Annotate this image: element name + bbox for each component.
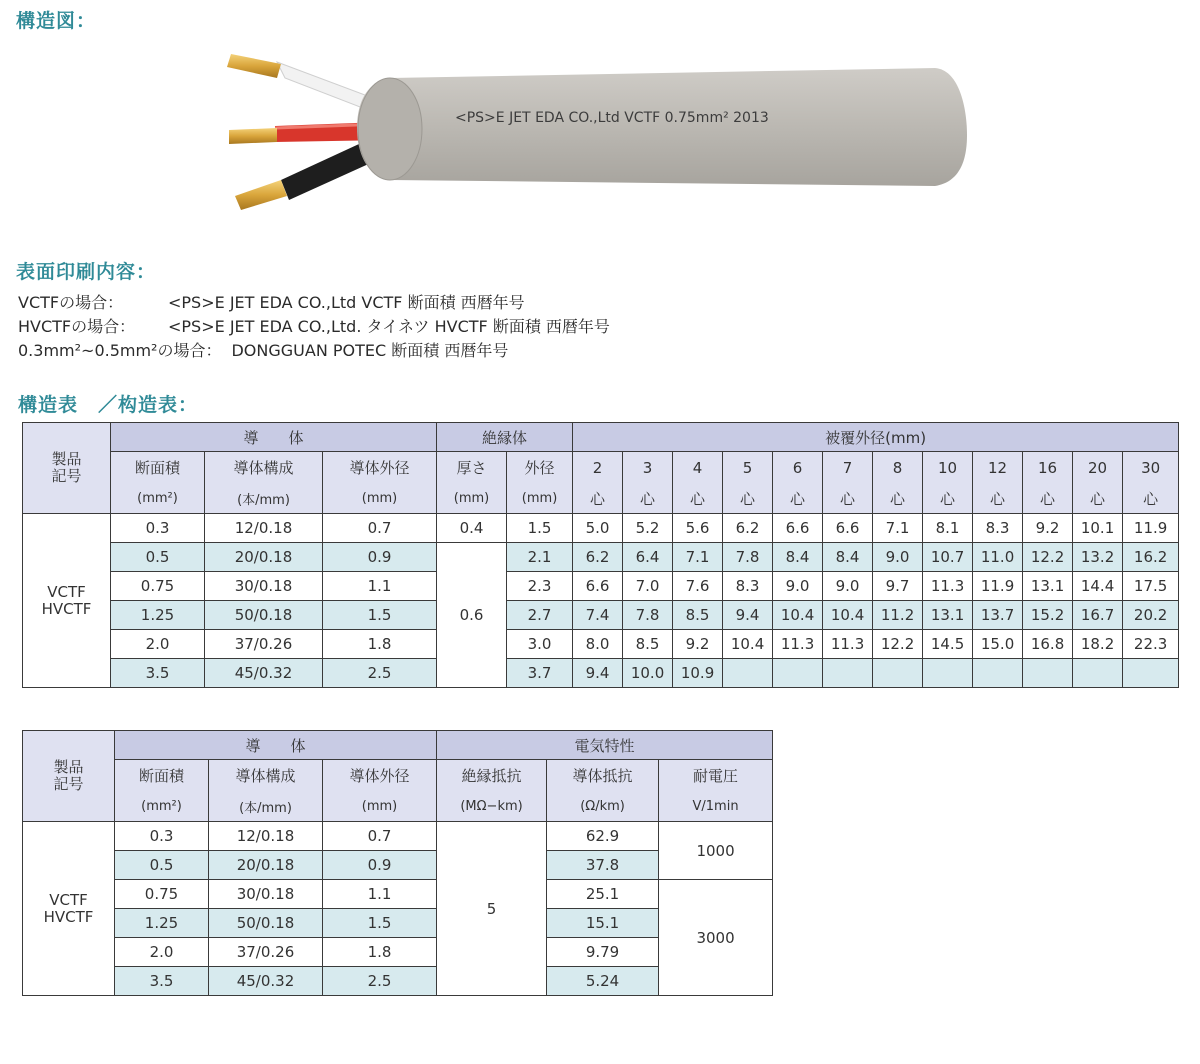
- insulation-od: 2.1: [507, 543, 573, 572]
- insulation-od: 3.7: [507, 659, 573, 688]
- sheath-od-value: 11.2: [873, 601, 923, 630]
- core-count-header: 3: [623, 452, 673, 484]
- conductor-composition: 30/0.18: [209, 880, 323, 909]
- column-unit: (本/mm): [209, 791, 323, 822]
- sheath-od-value: 8.0: [573, 630, 623, 659]
- conductor-composition: 45/0.32: [209, 967, 323, 996]
- sheath-od-value: 15.2: [1023, 601, 1073, 630]
- conductor-od: 1.1: [323, 880, 437, 909]
- sheath-od-value: 17.5: [1123, 572, 1179, 601]
- column-unit: (MΩ−km): [437, 791, 547, 822]
- sheath-od-value: 13.1: [1023, 572, 1073, 601]
- sheath-od-value: 9.4: [723, 601, 773, 630]
- sheath-od-value: 9.4: [573, 659, 623, 688]
- table-row: [23, 880, 773, 909]
- sheath-od-value: 5.0: [573, 514, 623, 543]
- column-header: 断面積: [115, 760, 209, 792]
- insulation-thickness: 0.6: [437, 543, 507, 688]
- conductor-composition: 50/0.18: [209, 909, 323, 938]
- print-line-hvctf: [18, 314, 610, 337]
- sheath-od-value: [1073, 659, 1123, 688]
- structure-diagram-heading: 構造図：: [16, 10, 97, 32]
- column-header: 導体抵抗: [547, 760, 659, 792]
- cable-marking: <PS>E JET EDA CO.,Ltd VCTF 0.75mm² 2013: [455, 110, 769, 126]
- cross-section: 0.3: [111, 514, 205, 543]
- sheath-od-value: [973, 659, 1023, 688]
- conductor-composition: 20/0.18: [205, 543, 323, 572]
- sheath-od-value: 5.6: [673, 514, 723, 543]
- sheath-od-value: 10.1: [1073, 514, 1123, 543]
- sheath-od-value: 6.6: [823, 514, 873, 543]
- insulation-group-header: 絶縁体: [437, 423, 573, 452]
- sheath-od-value: 14.5: [923, 630, 973, 659]
- cross-section: 0.5: [115, 851, 209, 880]
- sheath-od-value: 12.2: [873, 630, 923, 659]
- column-unit: (mm): [323, 483, 437, 514]
- conductor-resistance: 15.1: [547, 909, 659, 938]
- cable-sheath: [357, 68, 967, 186]
- conductor-od: 0.9: [323, 543, 437, 572]
- core-count-header: 12: [973, 452, 1023, 484]
- sheath-od-value: 11.9: [1123, 514, 1179, 543]
- withstand-voltage: 1000: [659, 822, 773, 880]
- withstand-voltage: 3000: [659, 880, 773, 996]
- red-core-conductor: [229, 128, 277, 144]
- conductor-resistance: 9.79: [547, 938, 659, 967]
- core-unit: 心: [1123, 483, 1179, 514]
- sheath-od-value: [823, 659, 873, 688]
- sheath-od-value: 13.7: [973, 601, 1023, 630]
- conductor-composition: 12/0.18: [209, 822, 323, 851]
- core-unit: 心: [723, 483, 773, 514]
- conductor-od: 2.5: [323, 967, 437, 996]
- table-row: [23, 601, 1179, 630]
- sheath-od-value: 8.3: [723, 572, 773, 601]
- conductor-od: 1.8: [323, 630, 437, 659]
- core-unit: 心: [973, 483, 1023, 514]
- core-count-header: 2: [573, 452, 623, 484]
- sheath-od-value: 13.2: [1073, 543, 1123, 572]
- core-count-header: 20: [1073, 452, 1123, 484]
- cross-section: 3.5: [115, 967, 209, 996]
- insulation-resistance: 5: [437, 822, 547, 996]
- sheath-od-value: 13.1: [923, 601, 973, 630]
- conductor-composition: 30/0.18: [205, 572, 323, 601]
- structure-table: [22, 422, 1179, 688]
- core-count-header: 16: [1023, 452, 1073, 484]
- column-header: 断面積: [111, 452, 205, 484]
- sheath-od-value: 9.2: [1023, 514, 1073, 543]
- column-header: 導体外径: [323, 760, 437, 792]
- conductor-od: 1.5: [323, 601, 437, 630]
- conductor-composition: 20/0.18: [209, 851, 323, 880]
- core-unit: 心: [873, 483, 923, 514]
- table-row: [23, 822, 773, 851]
- sheath-od-value: 11.3: [823, 630, 873, 659]
- sheath-od-value: [1023, 659, 1073, 688]
- column-unit: (mm): [437, 483, 507, 514]
- column-unit: V/1min: [659, 791, 773, 822]
- sheath-od-value: 16.7: [1073, 601, 1123, 630]
- sheath-od-value: 7.6: [673, 572, 723, 601]
- core-count-header: 5: [723, 452, 773, 484]
- sheath-od-group-header: 被覆外径(mm): [573, 423, 1179, 452]
- conductor-od: 1.5: [323, 909, 437, 938]
- cross-section: 3.5: [111, 659, 205, 688]
- conductor-resistance: 37.8: [547, 851, 659, 880]
- structure-table-heading: 構造表 ／构造表：: [18, 394, 199, 416]
- core-unit: 心: [923, 483, 973, 514]
- cross-section: 1.25: [111, 601, 205, 630]
- cross-section: 0.5: [111, 543, 205, 572]
- core-count-header: 7: [823, 452, 873, 484]
- sheath-od-value: 7.4: [573, 601, 623, 630]
- column-header: 外径: [507, 452, 573, 484]
- conductor-composition: 37/0.26: [205, 630, 323, 659]
- sheath-od-value: 9.7: [873, 572, 923, 601]
- core-unit: 心: [773, 483, 823, 514]
- sheath-od-value: 9.2: [673, 630, 723, 659]
- sheath-od-value: 10.4: [773, 601, 823, 630]
- sheath-od-value: 7.1: [873, 514, 923, 543]
- print-line-vctf: [18, 290, 525, 313]
- print-line-label: 0.3mm²~0.5mm²の場合：: [18, 341, 222, 360]
- insulation-thickness: 0.4: [437, 514, 507, 543]
- cross-section: 0.75: [111, 572, 205, 601]
- sheath-od-value: 7.1: [673, 543, 723, 572]
- conductor-od: 0.7: [323, 514, 437, 543]
- sheath-od-value: 8.3: [973, 514, 1023, 543]
- print-line-small: [18, 338, 508, 361]
- column-header: 導体外径: [323, 452, 437, 484]
- sheath-od-value: 6.4: [623, 543, 673, 572]
- sheath-od-value: 6.2: [573, 543, 623, 572]
- sheath-od-value: 16.8: [1023, 630, 1073, 659]
- sheath-od-value: 16.2: [1123, 543, 1179, 572]
- conductor-resistance: 25.1: [547, 880, 659, 909]
- core-unit: 心: [1023, 483, 1073, 514]
- table-row: [23, 572, 1179, 601]
- cross-section: 0.75: [115, 880, 209, 909]
- conductor-composition: 45/0.32: [205, 659, 323, 688]
- cross-section: 0.3: [115, 822, 209, 851]
- insulation-od: 1.5: [507, 514, 573, 543]
- sheath-od-value: 20.2: [1123, 601, 1179, 630]
- print-line-text: <PS>E JET EDA CO.,Ltd. タイネツ HVCTF 断面積 西暦年号: [168, 317, 610, 336]
- print-line-text: DONGGUAN POTEC 断面積 西暦年号: [231, 341, 509, 360]
- sheath-od-value: 10.4: [723, 630, 773, 659]
- insulation-od: 2.3: [507, 572, 573, 601]
- sheath-od-value: [723, 659, 773, 688]
- sheath-od-value: 8.5: [673, 601, 723, 630]
- sheath-od-value: 22.3: [1123, 630, 1179, 659]
- sheath-od-value: 10.9: [673, 659, 723, 688]
- conductor-od: 0.9: [323, 851, 437, 880]
- column-unit: (mm): [507, 483, 573, 514]
- sheath-od-value: [873, 659, 923, 688]
- core-count-header: 4: [673, 452, 723, 484]
- sheath-od-value: 9.0: [823, 572, 873, 601]
- table-row: [23, 543, 1179, 572]
- column-header: 耐電圧: [659, 760, 773, 792]
- black-core-conductor: [235, 180, 287, 210]
- sheath-od-value: 8.4: [823, 543, 873, 572]
- column-unit: (本/mm): [205, 483, 323, 514]
- sheath-od-value: 11.3: [923, 572, 973, 601]
- surface-print-heading: 表面印刷内容：: [16, 261, 157, 283]
- sheath-od-value: 6.2: [723, 514, 773, 543]
- sheath-od-value: 10.7: [923, 543, 973, 572]
- sheath-od-value: 11.0: [973, 543, 1023, 572]
- sheath-od-value: [923, 659, 973, 688]
- sheath-od-value: 7.0: [623, 572, 673, 601]
- column-unit: (Ω/km): [547, 791, 659, 822]
- print-line-label: VCTFの場合：: [18, 293, 124, 312]
- print-line-label: HVCTFの場合：: [18, 317, 136, 336]
- sheath-od-value: [1123, 659, 1179, 688]
- sheath-od-value: 11.3: [773, 630, 823, 659]
- product-code-header: 製品 記号: [23, 731, 115, 822]
- sheath-od-value: 9.0: [873, 543, 923, 572]
- column-unit: (mm²): [111, 483, 205, 514]
- sheath-od-value: 10.4: [823, 601, 873, 630]
- conductor-od: 0.7: [323, 822, 437, 851]
- sheath-od-value: 11.9: [973, 572, 1023, 601]
- sheath-od-value: [773, 659, 823, 688]
- product-code-header: 製品 記号: [23, 423, 111, 514]
- sheath-od-value: 5.2: [623, 514, 673, 543]
- conductor-composition: 50/0.18: [205, 601, 323, 630]
- core-count-header: 10: [923, 452, 973, 484]
- sheath-od-value: 12.2: [1023, 543, 1073, 572]
- sheath-od-value: 8.4: [773, 543, 823, 572]
- sheath-od-value: 15.0: [973, 630, 1023, 659]
- insulation-od: 2.7: [507, 601, 573, 630]
- conductor-group-header: 導 体: [115, 731, 437, 760]
- sheath-od-value: 18.2: [1073, 630, 1123, 659]
- conductor-od: 2.5: [323, 659, 437, 688]
- cross-section: 2.0: [111, 630, 205, 659]
- column-header: 厚さ: [437, 452, 507, 484]
- sheath-od-value: 6.6: [773, 514, 823, 543]
- conductor-od: 1.1: [323, 572, 437, 601]
- sheath-od-value: 6.6: [573, 572, 623, 601]
- cable-illustration: [215, 40, 975, 220]
- conductor-composition: 12/0.18: [205, 514, 323, 543]
- sheath-od-value: 7.8: [623, 601, 673, 630]
- core-unit: 心: [573, 483, 623, 514]
- sheath-od-value: 8.5: [623, 630, 673, 659]
- cross-section: 1.25: [115, 909, 209, 938]
- column-header: 導体構成: [209, 760, 323, 792]
- product-code: VCTF HVCTF: [23, 514, 111, 688]
- column-unit: (mm²): [115, 791, 209, 822]
- product-code: VCTF HVCTF: [23, 822, 115, 996]
- conductor-resistance: 62.9: [547, 822, 659, 851]
- core-count-header: 30: [1123, 452, 1179, 484]
- electrical-group-header: 電気特性: [437, 731, 773, 760]
- sheath-od-value: 7.8: [723, 543, 773, 572]
- sheath-od-value: 14.4: [1073, 572, 1123, 601]
- sheath-od-value: 10.0: [623, 659, 673, 688]
- sheath-od-value: 9.0: [773, 572, 823, 601]
- conductor-composition: 37/0.26: [209, 938, 323, 967]
- core-count-header: 8: [873, 452, 923, 484]
- table-row: [23, 630, 1179, 659]
- column-header: 絶縁抵抗: [437, 760, 547, 792]
- table-row: [23, 514, 1179, 543]
- insulation-od: 3.0: [507, 630, 573, 659]
- core-unit: 心: [823, 483, 873, 514]
- column-header: 導体構成: [205, 452, 323, 484]
- sheath-od-value: 8.1: [923, 514, 973, 543]
- core-unit: 心: [623, 483, 673, 514]
- conductor-od: 1.8: [323, 938, 437, 967]
- core-count-header: 6: [773, 452, 823, 484]
- conductor-resistance: 5.24: [547, 967, 659, 996]
- core-unit: 心: [1073, 483, 1123, 514]
- core-unit: 心: [673, 483, 723, 514]
- conductor-group-header: 導 体: [111, 423, 437, 452]
- column-unit: (mm): [323, 791, 437, 822]
- print-line-text: <PS>E JET EDA CO.,Ltd VCTF 断面積 西暦年号: [168, 293, 525, 312]
- cross-section: 2.0: [115, 938, 209, 967]
- electrical-table: [22, 730, 773, 996]
- white-core-conductor: [227, 54, 281, 78]
- table-row: [23, 659, 1179, 688]
